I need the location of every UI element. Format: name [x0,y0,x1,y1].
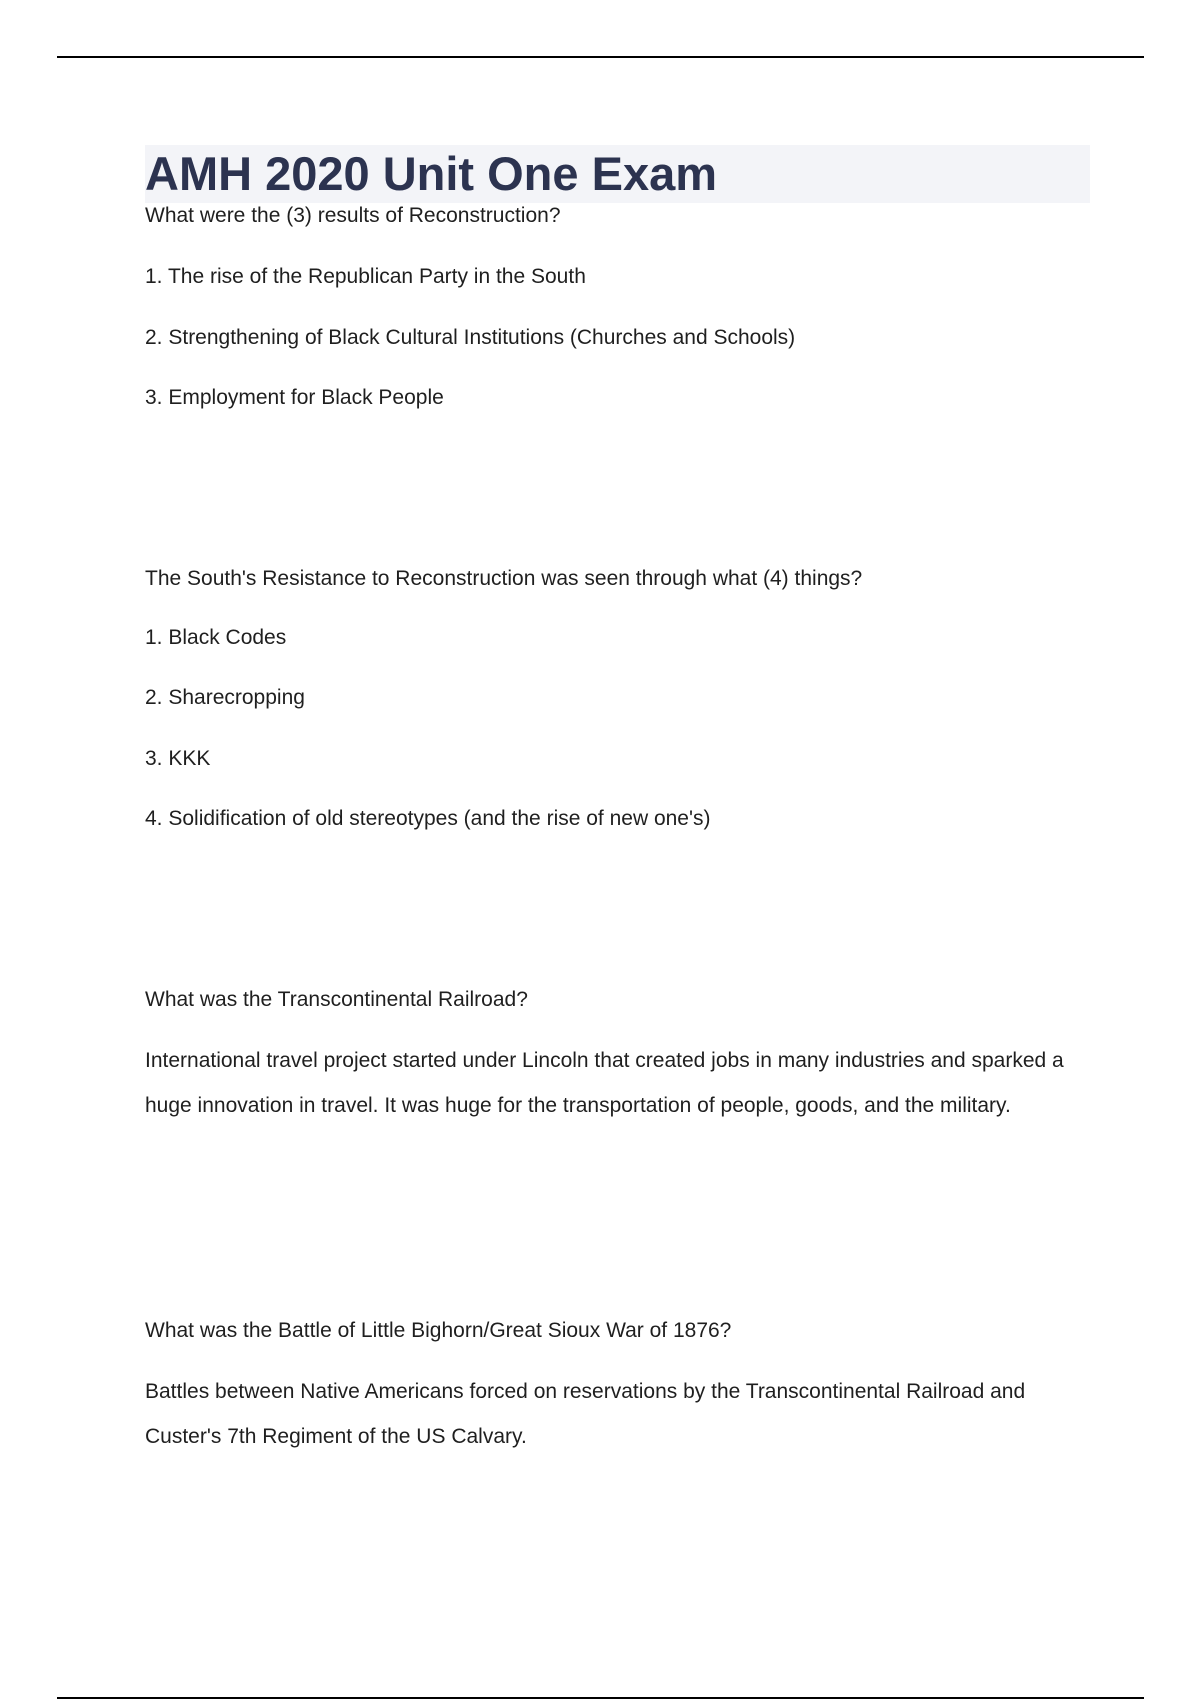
document-body [145,145,1090,1448]
answer-2-3: 3. KKK [145,747,211,770]
question-2: The South's Resistance to Reconstruction was seen through what (4) things? [145,567,863,590]
title-banner [145,145,1090,203]
answer-3: International travel project started under Lincoln that created jobs in many industries and sparked a huge innovation in travel. It was huge for the transportation of people, goods, and the military. [145,1049,1064,1117]
answer-4: Battles between Native Americans forced on reservations by the Transcontinental Railroad and Custer's 7th Regiment of the US Calvary. [145,1380,1026,1448]
question-3: What was the Transcontinental Railroad? [145,988,528,1011]
question-4: What was the Battle of Little Bighorn/Great Sioux War of 1876? [145,1319,732,1342]
question-1: What were the (3) results of Reconstruction? [145,204,561,227]
top-rule [57,56,1144,58]
answer-2-2: 2. Sharecropping [145,686,305,709]
answer-1-1: 1. The rise of the Republican Party in the South [145,265,586,288]
bottom-rule [57,1697,1144,1699]
answer-1-3: 3. Employment for Black People [145,386,444,409]
page-title: AMH 2020 Unit One Exam [145,147,718,200]
answer-2-4: 4. Solidification of old stereotypes (and the rise of new one's) [145,807,711,830]
answer-2-1: 1. Black Codes [145,626,287,649]
answer-1-2: 2. Strengthening of Black Cultural Institutions (Churches and Schools) [145,326,796,349]
